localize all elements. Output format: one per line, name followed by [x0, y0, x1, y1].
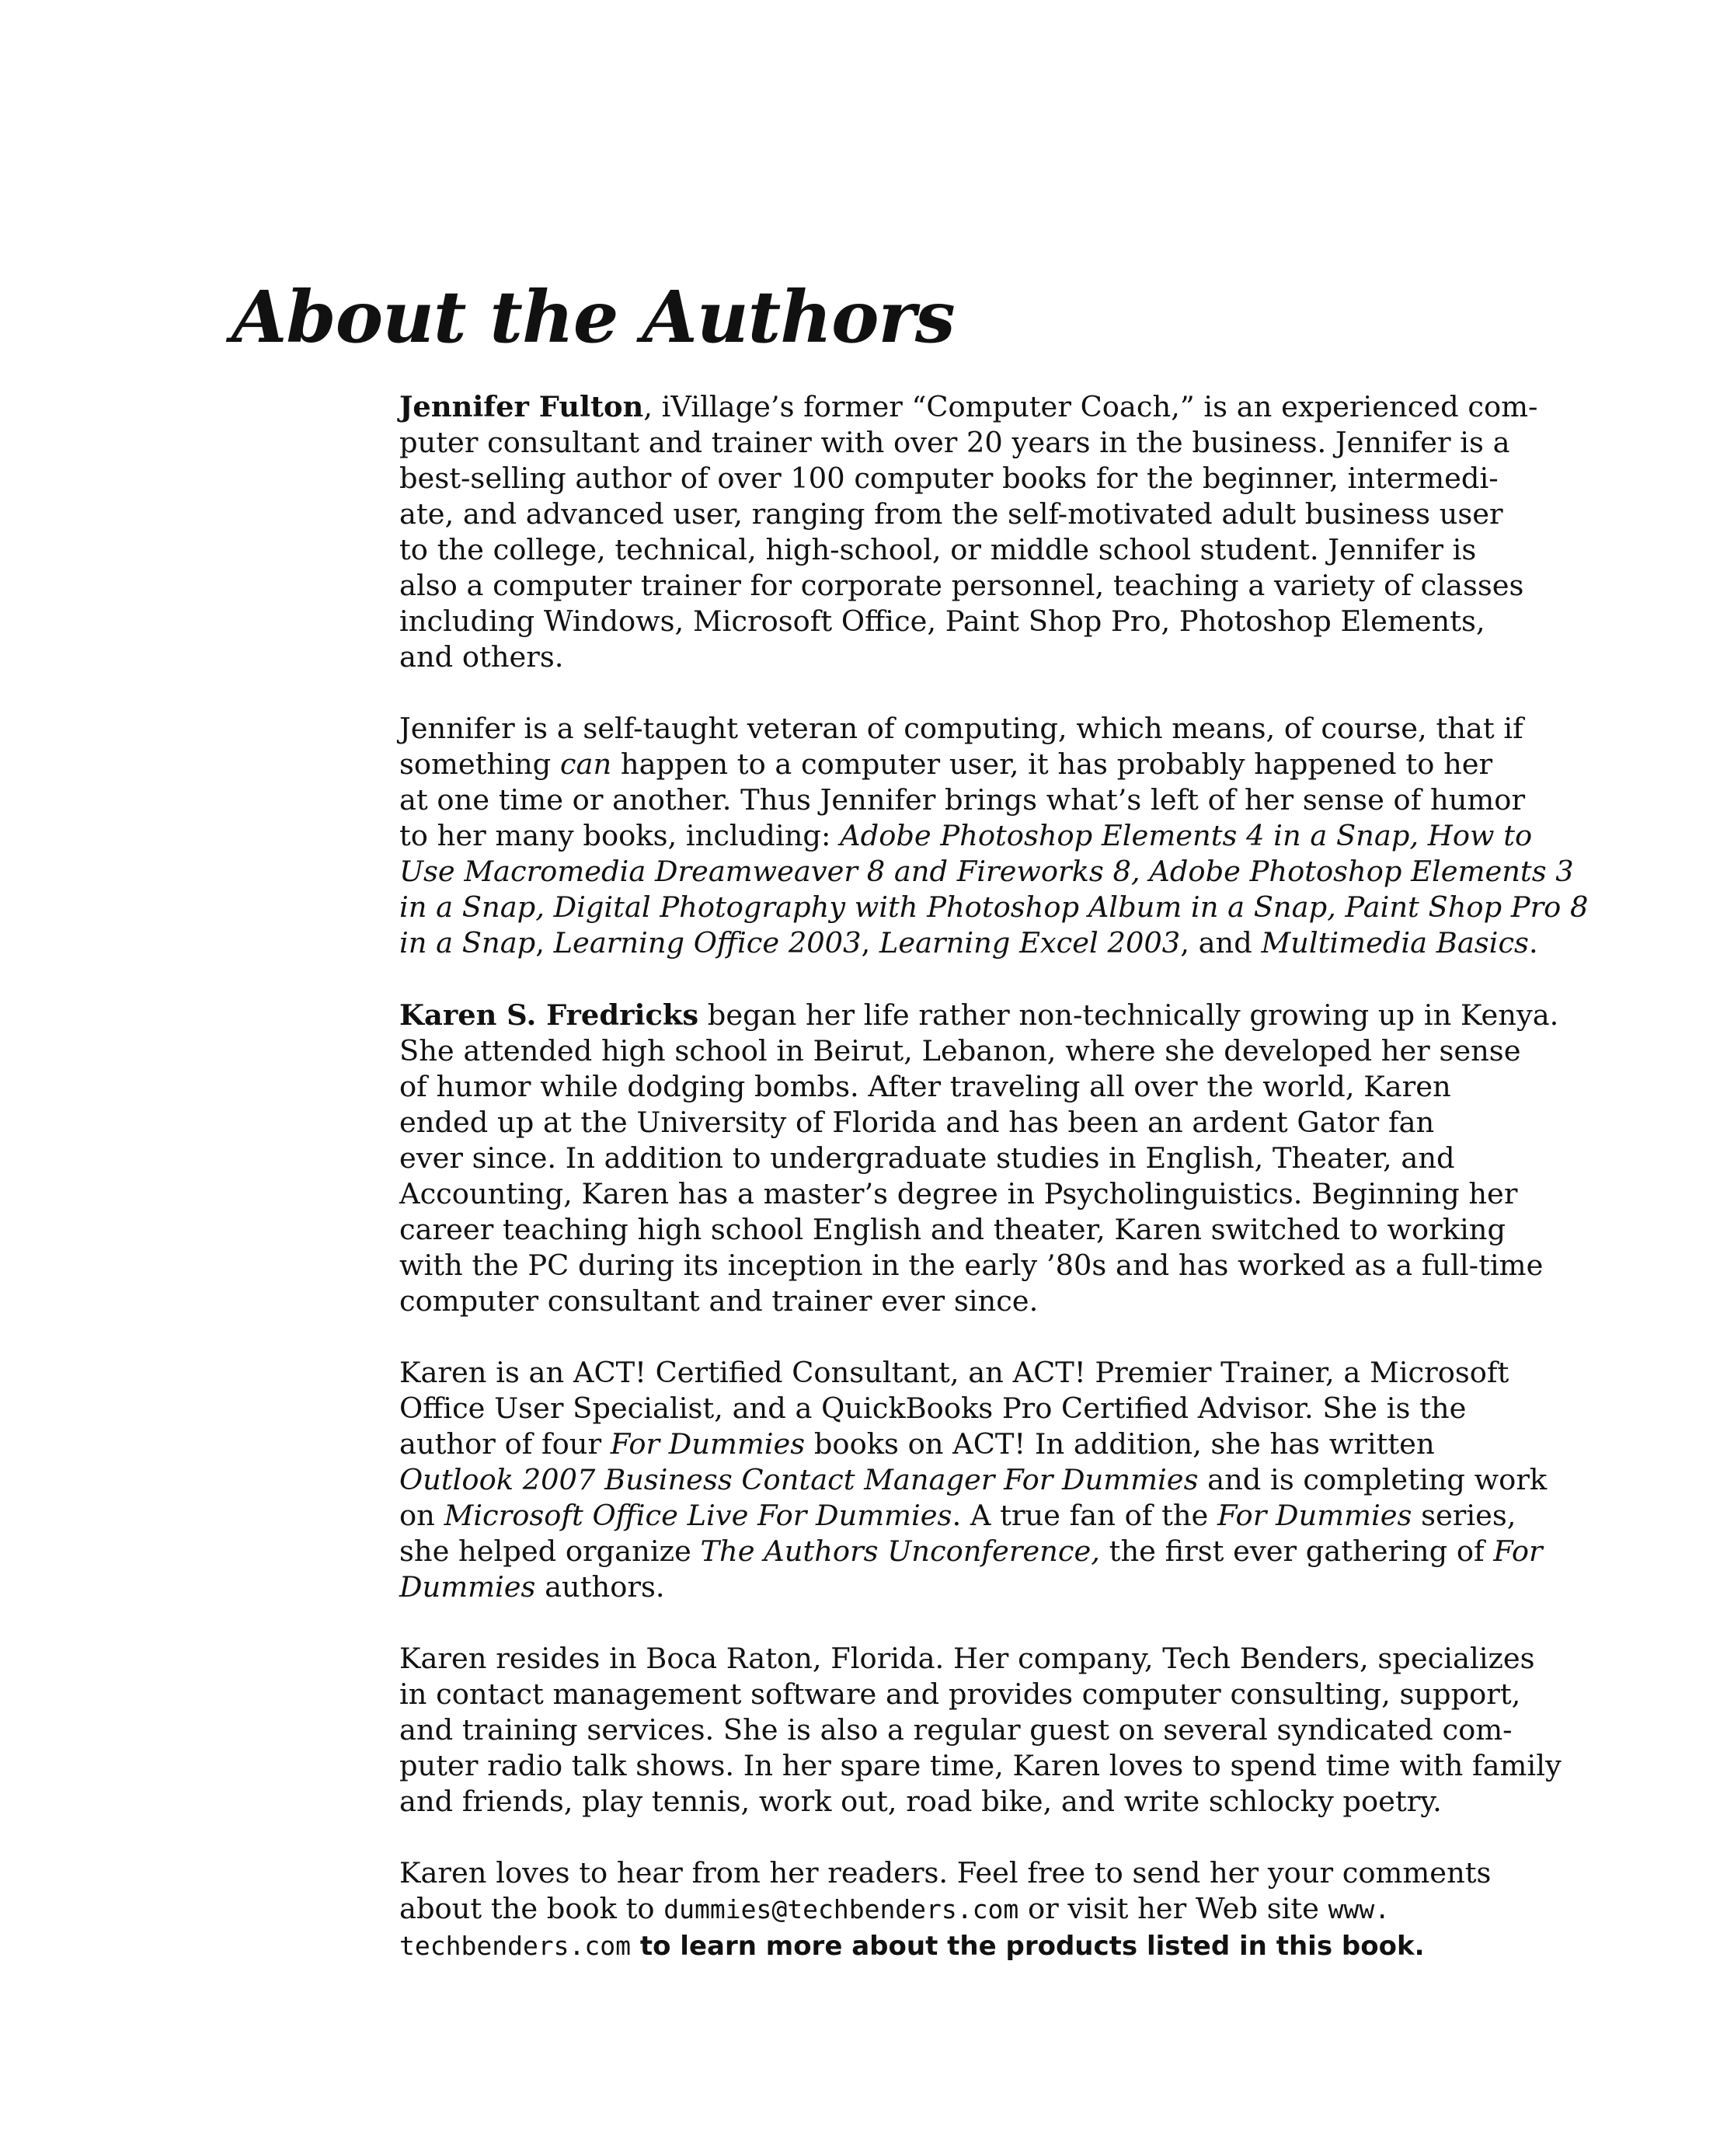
text-run: puter radio talk shows. In her spare time, Karen loves to spend time with family [399, 1749, 1562, 1782]
italic-title: Adobe Photoshop Elements 4 in a Snap, How to [840, 819, 1533, 852]
text-run: the first ever gathering of [1099, 1534, 1494, 1568]
italic-title: Multimedia Basics [1261, 926, 1529, 960]
text-run: also a computer trainer for corporate personnel, teaching a variety of classes [399, 569, 1524, 602]
text-run: authors. [535, 1570, 665, 1604]
text-run: Karen resides in Boca Raton, Florida. Her company, Tech Benders, specializes [399, 1642, 1535, 1675]
italic-title: in a Snap, Digital Photography with Photoshop Album in a Snap, Paint Shop Pro 8 [399, 890, 1589, 924]
text-line [399, 711, 1523, 747]
text-run: began her life rather non-technically growing up in Kenya. [698, 998, 1559, 1032]
text-line [399, 1891, 1495, 1928]
text-run: ever since. In addition to undergraduate studies in English, Theater, and [399, 1141, 1455, 1175]
text-run: , iVillage’s former “Computer Coach,” is an experienced com- [643, 390, 1538, 423]
text-run: on [399, 1499, 444, 1532]
text-run: something [399, 747, 560, 781]
bio-paragraph-fulton-1 [399, 388, 1538, 675]
text-run: Karen is an ACT! Certified Consultant, an ACT! Premier Trainer, a Microsoft [399, 1356, 1509, 1389]
text-run: ate, and advanced user, ranging from the self-motivated adult business user [399, 497, 1503, 531]
text-run: about the book to [399, 1892, 664, 1925]
italic-title: Microsoft Office Live For Dummies [444, 1499, 952, 1532]
email-or-url: techbenders.com [399, 1931, 632, 1961]
text-run: author of four [399, 1427, 611, 1461]
italic-title: Learning Office 2003 [553, 926, 862, 960]
text-line [399, 1784, 1495, 1820]
text-run: to the college, technical, high-school, or middle school student. Jennifer is [399, 533, 1477, 566]
text-run: ended up at the University of Florida and has been an ardent Gator fan [399, 1106, 1435, 1139]
text-line [399, 1748, 1562, 1784]
text-line [399, 496, 1503, 532]
text-line [399, 1141, 1495, 1176]
text-line [399, 1534, 1543, 1569]
bio-paragraph-contact [399, 1855, 1495, 1964]
text-line [399, 1069, 1495, 1105]
text-line [399, 1641, 1535, 1677]
text-run: and others. [399, 640, 564, 674]
text-run: best-selling author of over 100 computer books for the beginner, intermedi- [399, 462, 1499, 495]
italic-title: in a Snap [399, 926, 536, 960]
italic-title: Learning Excel 2003 [879, 926, 1181, 960]
text-line [399, 1712, 1513, 1748]
text-line [399, 854, 1574, 890]
text-line [399, 818, 1533, 854]
text-run: including Windows, Microsoft Office, Paint Shop Pro, Photoshop Elements, [399, 604, 1485, 638]
text-line [399, 1248, 1544, 1283]
text-run: . [1528, 926, 1538, 960]
bio-paragraph-fulton-2 [399, 711, 1589, 961]
bio-paragraph-fredricks-3 [399, 1641, 1562, 1820]
text-run: , and [1180, 926, 1262, 960]
bold-text: Karen S. Fredricks [399, 998, 699, 1032]
text-line [399, 425, 1510, 461]
text-run: she helped organize [399, 1534, 701, 1568]
text-line [399, 1855, 1495, 1891]
text-run: series, [1412, 1499, 1516, 1532]
italic-title: For Dummies [1217, 1499, 1412, 1532]
text-run: books on ACT! In addition, she has written [805, 1427, 1435, 1461]
text-line [399, 997, 1559, 1033]
text-run: in contact management software and provides computer consulting, support, [399, 1677, 1521, 1711]
italic-title: can [559, 747, 612, 781]
text-run: with the PC during its inception in the early ’80s and has worked as a full-time [399, 1249, 1544, 1282]
italic-title: Dummies [399, 1570, 536, 1604]
text-run: , [535, 926, 554, 960]
bio-paragraph-fredricks-1 [399, 997, 1559, 1319]
text-line [399, 639, 1495, 675]
email-or-url: www. [1328, 1894, 1391, 1924]
text-line [399, 1928, 1495, 1964]
text-line [399, 461, 1499, 496]
text-run: Office User Specialist, and a QuickBooks Pro Certified Advisor. She is the [399, 1391, 1467, 1425]
italic-title: For [1493, 1534, 1543, 1568]
bio-paragraph-fredricks-2 [399, 1355, 1548, 1605]
text-run: She attended high school in Beirut, Lebanon, where she developed her sense [399, 1034, 1521, 1068]
text-line [399, 747, 1495, 782]
text-line [399, 388, 1538, 425]
text-run: . A true fan of the [952, 1499, 1218, 1532]
text-line [399, 1498, 1516, 1534]
text-line [399, 1033, 1521, 1069]
text-run: , [861, 926, 879, 960]
text-line [399, 1212, 1506, 1248]
text-line [399, 1462, 1548, 1498]
text-line [399, 1176, 1518, 1212]
text-line [399, 1426, 1495, 1462]
text-run: happen to a computer user, it has probably happened to her [611, 747, 1493, 781]
text-line [399, 568, 1524, 604]
text-run: to her many books, including: [399, 819, 841, 852]
text-run: of humor while dodging bombs. After traveling all over the world, Karen [399, 1070, 1451, 1103]
text-run: and friends, play tennis, work out, road bike, and write schlocky poetry. [399, 1785, 1442, 1818]
italic-title: The Authors Unconference, [700, 1534, 1100, 1568]
text-run: and training services. She is also a regular guest on several syndicated com- [399, 1713, 1513, 1747]
text-line [399, 604, 1495, 639]
text-run: computer consultant and trainer ever since. [399, 1284, 1039, 1318]
email-or-url: dummies@techbenders.com [663, 1894, 1019, 1924]
italic-title: Outlook 2007 Business Contact Manager For Dummies [399, 1463, 1199, 1496]
text-line [399, 1569, 1495, 1605]
text-run: Accounting, Karen has a master’s degree in Psycholinguistics. Beginning her [399, 1177, 1518, 1210]
text-line [399, 782, 1526, 818]
text-run: Jennifer is a self-taught veteran of computing, which means, of course, that if [399, 712, 1523, 745]
bold-text: Jennifer Fulton [399, 389, 644, 423]
text-line [399, 1391, 1495, 1426]
text-run: Karen loves to hear from her readers. Feel free to send her your comments [399, 1856, 1492, 1890]
text-line [399, 890, 1589, 925]
text-line [399, 532, 1495, 568]
author-bios [399, 388, 1589, 2000]
emphasis-text: to learn more about the products listed in this book. [631, 1931, 1425, 1962]
text-run: and is completing work [1198, 1463, 1548, 1496]
text-line [399, 1355, 1509, 1391]
text-line [399, 925, 1538, 961]
text-line [399, 1105, 1495, 1141]
italic-title: For Dummies [610, 1427, 806, 1461]
italic-title: Use Macromedia Dreamweaver 8 and Fireworks 8, Adobe Photoshop Elements 3 [399, 855, 1574, 888]
text-run: at one time or another. Thus Jennifer brings what’s left of her sense of humor [399, 783, 1526, 817]
text-run: puter consultant and trainer with over 20 years in the business. Jennifer is a [399, 426, 1510, 459]
text-run: or visit her Web site [1018, 1892, 1328, 1925]
text-run: career teaching high school English and theater, Karen switched to working [399, 1213, 1506, 1246]
page-title: About the Authors [232, 275, 955, 359]
text-line [399, 1677, 1521, 1712]
text-line [399, 1283, 1495, 1319]
